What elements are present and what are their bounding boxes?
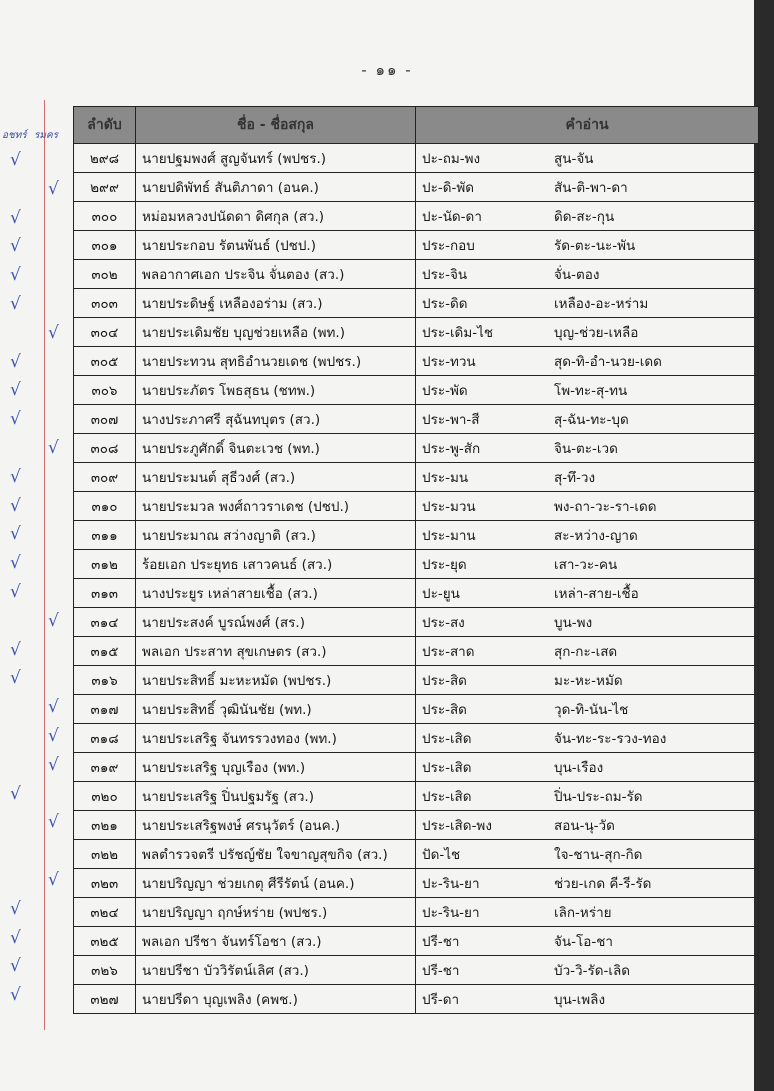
row-full-name: นายประดิษฐ์ เหลืองอร่าม (สว.) bbox=[136, 289, 416, 318]
reading-first-name: ประ-มน bbox=[422, 470, 469, 486]
row-full-name: นางประภาศรี สุฉันทบุตร (สว.) bbox=[136, 405, 416, 434]
table-row bbox=[74, 956, 759, 985]
row-reading bbox=[416, 289, 759, 318]
check-mark-icon: √ bbox=[10, 582, 21, 602]
table-row bbox=[74, 695, 759, 724]
reading-last-name: บูน-พง bbox=[554, 615, 593, 631]
row-number: ๓๒๓ bbox=[74, 869, 136, 898]
row-full-name: พลตำรวจตรี ปรัชญ์ชัย ใจขาญสุขกิจ (สว.) bbox=[136, 840, 416, 869]
reading-first-name: ประ-เสิด-พง bbox=[422, 818, 492, 834]
table-row bbox=[74, 202, 759, 231]
check-mark-icon: √ bbox=[48, 754, 59, 775]
reading-last-name: สุ-ทึ-วง bbox=[554, 470, 596, 486]
row-full-name: นางประยูร เหล่าสายเชื้อ (สว.) bbox=[136, 579, 416, 608]
table-row bbox=[74, 869, 759, 898]
reading-last-name: ช่วย-เกด คี-รี-รัด bbox=[554, 876, 652, 892]
row-full-name: นายประเสริฐ จันทรรวงทอง (พท.) bbox=[136, 724, 416, 753]
check-mark-icon: √ bbox=[48, 178, 59, 199]
reading-last-name: รัด-ตะ-นะ-พัน bbox=[554, 238, 636, 254]
table-row bbox=[74, 840, 759, 869]
row-full-name: พลเอก ประสาท สุขเกษตร (สว.) bbox=[136, 637, 416, 666]
row-reading bbox=[416, 144, 759, 173]
row-reading bbox=[416, 492, 759, 521]
reading-first-name: ประ-ทวน bbox=[422, 354, 476, 370]
row-reading bbox=[416, 173, 759, 202]
row-full-name: นายประสงค์ บูรณ์พงศ์ (สร.) bbox=[136, 608, 416, 637]
reading-first-name: ประ-เดิม-ไช bbox=[422, 325, 494, 341]
row-reading bbox=[416, 318, 759, 347]
row-number: ๓๐๕ bbox=[74, 347, 136, 376]
check-mark-icon: √ bbox=[10, 668, 21, 689]
reading-last-name: ปิ่น-ประ-ถม-รัด bbox=[554, 789, 643, 805]
margin-line bbox=[44, 100, 45, 1030]
table-row bbox=[74, 579, 759, 608]
row-number: ๓๒๒ bbox=[74, 840, 136, 869]
reading-last-name: เสา-วะ-คน bbox=[554, 557, 618, 573]
reading-first-name: ประ-เสิด bbox=[422, 789, 472, 805]
check-mark-icon: √ bbox=[10, 639, 21, 660]
reading-first-name: ประ-พัด bbox=[422, 383, 468, 399]
reading-first-name: ประ-เสิด bbox=[422, 760, 472, 776]
header-name: ชื่อ - ชื่อสกุล bbox=[136, 107, 416, 144]
roster-table bbox=[73, 106, 759, 1014]
row-number: ๓๐๙ bbox=[74, 463, 136, 492]
check-mark-icon: √ bbox=[10, 265, 21, 286]
row-reading bbox=[416, 927, 759, 956]
reading-first-name: ประ-สิด bbox=[422, 702, 467, 718]
table-row bbox=[74, 753, 759, 782]
table-row bbox=[74, 434, 759, 463]
reading-last-name: โพ-ทะ-สุ-ทน bbox=[554, 383, 628, 399]
reading-last-name: ใจ-ชาน-สุก-กิด bbox=[554, 847, 643, 863]
row-number: ๓๐๐ bbox=[74, 202, 136, 231]
row-full-name: นายประเดิมชัย บุญช่วยเหลือ (พท.) bbox=[136, 318, 416, 347]
row-reading bbox=[416, 956, 759, 985]
reading-last-name: มะ-หะ-หมัด bbox=[554, 673, 623, 689]
row-full-name: พลอากาศเอก ประจิน จั่นตอง (สว.) bbox=[136, 260, 416, 289]
table-row bbox=[74, 985, 759, 1014]
table-row bbox=[74, 492, 759, 521]
check-mark-icon: √ bbox=[48, 812, 59, 833]
reading-first-name: ปะ-ริน-ยา bbox=[422, 876, 480, 892]
row-full-name: นายประเสริฐ ปิ่นปฐมรัฐ (สว.) bbox=[136, 782, 416, 811]
table-row bbox=[74, 347, 759, 376]
row-full-name: นายปรีชา บัววิรัตน์เลิศ (สว.) bbox=[136, 956, 416, 985]
row-number: ๓๐๔ bbox=[74, 318, 136, 347]
row-full-name: นายประกอบ รัตนพันธ์ (ปชป.) bbox=[136, 231, 416, 260]
row-full-name: นายประทวน สุทธิอำนวยเดช (พปชร.) bbox=[136, 347, 416, 376]
reading-first-name: ปรี-ชา bbox=[422, 963, 460, 979]
table-header-row bbox=[74, 107, 759, 144]
row-number: ๓๑๑ bbox=[74, 521, 136, 550]
reading-first-name: ประ-มวน bbox=[422, 499, 476, 515]
row-number: ๓๒๑ bbox=[74, 811, 136, 840]
reading-first-name: ปรี-ชา bbox=[422, 934, 460, 950]
check-mark-icon: √ bbox=[10, 380, 21, 401]
table-row bbox=[74, 550, 759, 579]
row-full-name: ร้อยเอก ประยุทธ เสาวคนธ์ (สว.) bbox=[136, 550, 416, 579]
table-row bbox=[74, 318, 759, 347]
reading-last-name: สุก-กะ-เสด bbox=[554, 644, 618, 660]
row-reading bbox=[416, 985, 759, 1014]
reading-last-name: พง-ถา-วะ-รา-เดด bbox=[554, 499, 657, 515]
row-reading bbox=[416, 202, 759, 231]
table-row bbox=[74, 405, 759, 434]
table-row bbox=[74, 666, 759, 695]
table-row bbox=[74, 521, 759, 550]
check-mark-icon: √ bbox=[10, 898, 21, 919]
check-mark-icon: √ bbox=[10, 553, 21, 574]
check-mark-icon: √ bbox=[48, 726, 59, 746]
row-number: ๓๐๗ bbox=[74, 405, 136, 434]
row-reading bbox=[416, 463, 759, 492]
table-row bbox=[74, 231, 759, 260]
check-mark-icon: √ bbox=[10, 207, 21, 228]
table-row bbox=[74, 782, 759, 811]
row-reading bbox=[416, 434, 759, 463]
check-mark-icon: √ bbox=[10, 927, 21, 948]
check-mark-icon: √ bbox=[10, 466, 21, 487]
table-row bbox=[74, 724, 759, 753]
reading-first-name: ประ-สง bbox=[422, 615, 465, 631]
row-number: ๓๑๘ bbox=[74, 724, 136, 753]
row-number: ๓๒๐ bbox=[74, 782, 136, 811]
row-number: ๓๐๓ bbox=[74, 289, 136, 318]
reading-last-name: สุ-ฉัน-ทะ-บุด bbox=[554, 412, 629, 428]
reading-first-name: ประ-ดิด bbox=[422, 296, 468, 312]
reading-first-name: ปะ-ถม-พง bbox=[422, 151, 481, 167]
check-mark-icon: √ bbox=[10, 956, 21, 977]
row-number: ๓๐๒ bbox=[74, 260, 136, 289]
reading-last-name: เลิก-หร่าย bbox=[554, 905, 612, 921]
row-number: ๓๐๑ bbox=[74, 231, 136, 260]
reading-last-name: บุน-เพลิง bbox=[554, 992, 606, 1008]
row-number: ๓๑๖ bbox=[74, 666, 136, 695]
check-mark-icon: √ bbox=[10, 783, 21, 804]
check-mark-icon: √ bbox=[48, 870, 59, 890]
row-full-name: นายประเสริฐพงษ์ ศรนุวัตร์ (อนค.) bbox=[136, 811, 416, 840]
row-reading bbox=[416, 666, 759, 695]
row-full-name: นายปฐมพงศ์ สูญจันทร์ (พปชร.) bbox=[136, 144, 416, 173]
reading-last-name: จั่น-ตอง bbox=[554, 267, 600, 283]
reading-first-name: ประ-สิด bbox=[422, 673, 467, 689]
reading-last-name: บุน-เรือง bbox=[554, 760, 604, 776]
row-number: ๓๑๓ bbox=[74, 579, 136, 608]
row-number: ๓๑๒ bbox=[74, 550, 136, 579]
header-order: ลำดับ bbox=[74, 107, 136, 144]
reading-last-name: สะ-หว่าง-ญาด bbox=[554, 528, 638, 544]
reading-last-name: เหล่า-สาย-เชื้อ bbox=[554, 586, 639, 602]
row-reading bbox=[416, 231, 759, 260]
table-row bbox=[74, 898, 759, 927]
row-reading bbox=[416, 898, 759, 927]
row-number: ๓๐๘ bbox=[74, 434, 136, 463]
reading-last-name: ดิด-สะ-กุน bbox=[554, 209, 615, 225]
row-number: ๓๒๔ bbox=[74, 898, 136, 927]
row-full-name: นายประมาณ สว่างญาติ (สว.) bbox=[136, 521, 416, 550]
row-reading bbox=[416, 376, 759, 405]
reading-last-name: สัน-ติ-พา-ดา bbox=[554, 180, 628, 196]
reading-first-name: ปัด-ไช bbox=[422, 847, 461, 863]
check-mark-icon: √ bbox=[10, 236, 21, 257]
reading-last-name: สอน-นุ-วัด bbox=[554, 818, 615, 834]
reading-last-name: วุด-ทิ-นัน-ไช bbox=[554, 702, 629, 718]
row-full-name: นายประสิทธิ์ มะหะหมัด (พปชร.) bbox=[136, 666, 416, 695]
margin-note-2: รมคร bbox=[34, 130, 59, 141]
row-reading bbox=[416, 782, 759, 811]
row-reading bbox=[416, 840, 759, 869]
row-full-name: พลเอก ปรีชา จันทร์โอชา (สว.) bbox=[136, 927, 416, 956]
reading-last-name: สูน-จัน bbox=[554, 151, 594, 167]
row-reading bbox=[416, 405, 759, 434]
row-full-name: นายประภัตร โพธสุธน (ชทพ.) bbox=[136, 376, 416, 405]
reading-last-name: สุด-ทิ-อำ-นวย-เดด bbox=[554, 354, 662, 370]
table-row bbox=[74, 173, 759, 202]
reading-first-name: ประ-จิน bbox=[422, 267, 468, 283]
reading-first-name: ประ-มาน bbox=[422, 528, 476, 544]
check-mark-icon: √ bbox=[10, 409, 21, 430]
margin-note-1: อชทร์ bbox=[2, 130, 27, 141]
row-full-name: นายประเสริฐ บุญเรือง (พท.) bbox=[136, 753, 416, 782]
row-reading bbox=[416, 637, 759, 666]
row-full-name: นายปรีดา บุญเพลิง (คพช.) bbox=[136, 985, 416, 1014]
reading-first-name: ปรี-ดา bbox=[422, 992, 460, 1008]
row-full-name: นายประมนต์ สุธีวงศ์ (สว.) bbox=[136, 463, 416, 492]
row-number: ๓๐๖ bbox=[74, 376, 136, 405]
check-mark-icon: √ bbox=[10, 150, 21, 170]
reading-first-name: ประ-พู-สัก bbox=[422, 441, 481, 457]
row-number: ๓๑๙ bbox=[74, 753, 136, 782]
table-row bbox=[74, 927, 759, 956]
row-reading bbox=[416, 811, 759, 840]
table-row bbox=[74, 260, 759, 289]
reading-first-name: ประ-พา-สี bbox=[422, 412, 480, 428]
row-reading bbox=[416, 724, 759, 753]
table-row bbox=[74, 463, 759, 492]
check-mark-icon: √ bbox=[10, 495, 21, 516]
check-mark-icon: √ bbox=[48, 438, 59, 458]
row-full-name: นายประสิทธิ์ วุฒินันชัย (พท.) bbox=[136, 695, 416, 724]
check-mark-icon: √ bbox=[10, 294, 21, 314]
table-row bbox=[74, 144, 759, 173]
reading-first-name: ปะ-ริน-ยา bbox=[422, 905, 480, 921]
check-mark-icon: √ bbox=[48, 697, 59, 718]
reading-first-name: ประ-กอบ bbox=[422, 238, 475, 254]
row-reading bbox=[416, 869, 759, 898]
row-full-name: หม่อมหลวงปนัดดา ดิศกุล (สว.) bbox=[136, 202, 416, 231]
row-reading bbox=[416, 608, 759, 637]
reading-last-name: บุญ-ช่วย-เหลือ bbox=[554, 325, 639, 341]
row-reading bbox=[416, 347, 759, 376]
row-number: ๓๑๐ bbox=[74, 492, 136, 521]
row-number: ๓๒๖ bbox=[74, 956, 136, 985]
reading-first-name: ประ-เสิด bbox=[422, 731, 472, 747]
row-number: ๓๒๕ bbox=[74, 927, 136, 956]
check-mark-icon: √ bbox=[10, 985, 21, 1006]
row-reading bbox=[416, 753, 759, 782]
reading-last-name: จิน-ตะ-เวด bbox=[554, 441, 618, 457]
row-full-name: นายปริญญา ช่วยเกตุ ศีรีรัตน์ (อนค.) bbox=[136, 869, 416, 898]
row-full-name: นายประภูศักดิ์ จินตะเวช (พท.) bbox=[136, 434, 416, 463]
reading-first-name: ปะ-นัด-ดา bbox=[422, 209, 482, 225]
row-number: ๒๙๘ bbox=[74, 144, 136, 173]
row-reading bbox=[416, 260, 759, 289]
row-full-name: นายปริญญา ฤกษ์หร่าย (พปชร.) bbox=[136, 898, 416, 927]
row-reading bbox=[416, 695, 759, 724]
row-number: ๓๑๔ bbox=[74, 608, 136, 637]
reading-last-name: เหลือง-อะ-หร่าม bbox=[554, 296, 649, 312]
reading-last-name: จัน-ทะ-ระ-รวง-ทอง bbox=[554, 731, 667, 747]
reading-last-name: จัน-โอ-ชา bbox=[554, 934, 613, 950]
table-row bbox=[74, 289, 759, 318]
reading-first-name: ปะ-ดิ-พัด bbox=[422, 180, 474, 196]
table-row bbox=[74, 637, 759, 666]
header-reading: คำอ่าน bbox=[416, 107, 759, 144]
reading-first-name: ประ-สาด bbox=[422, 644, 475, 660]
row-number: ๓๒๗ bbox=[74, 985, 136, 1014]
row-reading bbox=[416, 579, 759, 608]
row-reading bbox=[416, 521, 759, 550]
check-mark-icon: √ bbox=[10, 351, 21, 372]
table-row bbox=[74, 608, 759, 637]
row-reading bbox=[416, 550, 759, 579]
row-number: ๓๑๗ bbox=[74, 695, 136, 724]
table-row bbox=[74, 376, 759, 405]
check-mark-icon: √ bbox=[10, 524, 21, 545]
reading-last-name: บัว-วิ-รัด-เลิด bbox=[554, 963, 631, 979]
table-row bbox=[74, 811, 759, 840]
check-mark-icon: √ bbox=[48, 610, 59, 631]
page-number: - ๑๑ - bbox=[361, 61, 413, 79]
row-full-name: นายปดิพัทธ์ สันติภาดา (อนค.) bbox=[136, 173, 416, 202]
row-number: ๓๑๕ bbox=[74, 637, 136, 666]
row-number: ๒๙๙ bbox=[74, 173, 136, 202]
reading-first-name: ประ-ยุด bbox=[422, 557, 467, 573]
row-full-name: นายประมวล พงศ์ถาวราเดช (ปชป.) bbox=[136, 492, 416, 521]
reading-first-name: ปะ-ยูน bbox=[422, 586, 460, 602]
check-mark-icon: √ bbox=[48, 322, 59, 343]
